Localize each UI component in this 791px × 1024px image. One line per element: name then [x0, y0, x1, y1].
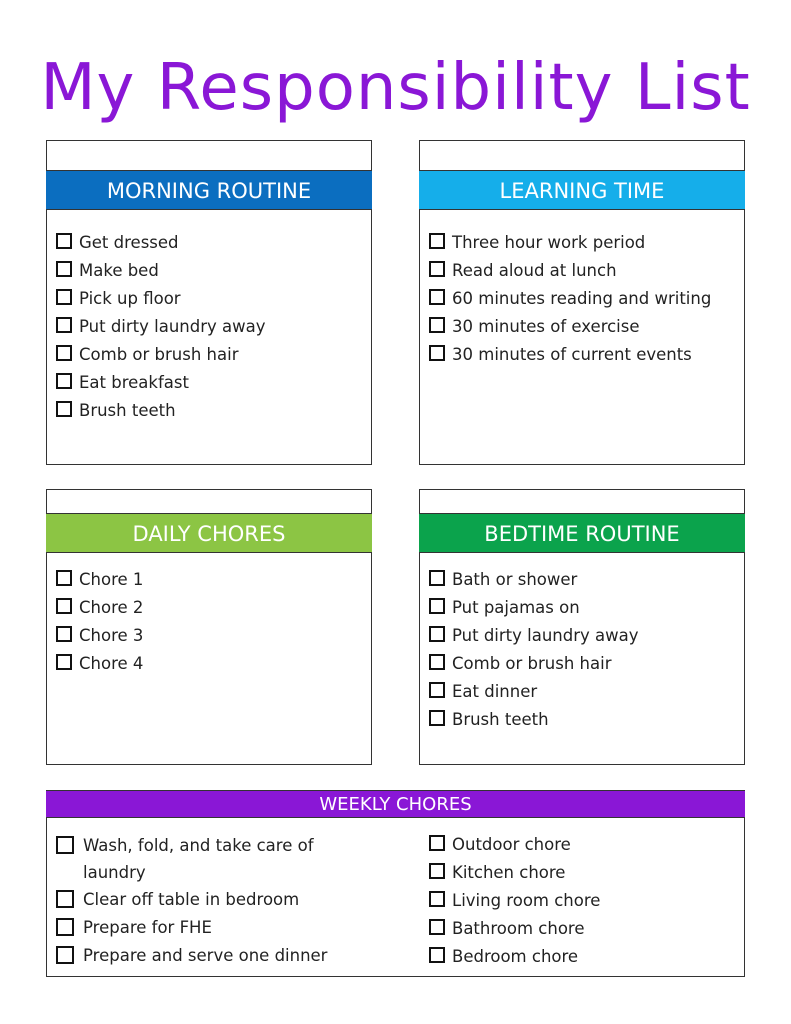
checkbox[interactable]	[56, 836, 74, 854]
item-label: Pick up floor	[79, 289, 181, 308]
checklist-item[interactable]	[428, 831, 600, 859]
morning-routine-card	[46, 140, 372, 465]
checkbox[interactable]	[56, 233, 72, 249]
checklist-item[interactable]	[428, 622, 639, 650]
checklist-item[interactable]	[428, 566, 639, 594]
checkbox[interactable]	[429, 835, 445, 851]
item-label: Chore 1	[79, 570, 144, 589]
item-label: Brush teeth	[452, 710, 549, 729]
checklist-item[interactable]	[428, 943, 600, 971]
checklist-item[interactable]	[55, 341, 266, 369]
checkbox[interactable]	[429, 598, 445, 614]
checklist-item[interactable]	[428, 285, 711, 313]
daily-chores-header: DAILY CHORES	[46, 513, 372, 553]
checklist-item[interactable]	[55, 886, 353, 914]
checkbox[interactable]	[56, 890, 74, 908]
checkbox[interactable]	[56, 946, 74, 964]
item-label: 30 minutes of exercise	[452, 317, 640, 336]
item-label: Three hour work period	[452, 233, 646, 252]
checkbox[interactable]	[56, 401, 72, 417]
checklist-item[interactable]	[55, 397, 266, 425]
learning-time-list	[428, 229, 711, 369]
checklist-item[interactable]	[428, 229, 711, 257]
checkbox[interactable]	[429, 233, 445, 249]
item-label: Chore 4	[79, 654, 144, 673]
item-label: Living room chore	[452, 891, 601, 910]
item-label: Chore 2	[79, 598, 144, 617]
item-label: Prepare and serve one dinner	[83, 946, 328, 965]
checkbox[interactable]	[429, 570, 445, 586]
checklist-item[interactable]	[55, 942, 353, 970]
item-label: Comb or brush hair	[79, 345, 239, 364]
checkbox[interactable]	[429, 345, 445, 361]
checkbox[interactable]	[429, 654, 445, 670]
checklist-item[interactable]	[55, 650, 143, 678]
item-label: Bedroom chore	[452, 947, 579, 966]
item-label: Put pajamas on	[452, 598, 580, 617]
checkbox[interactable]	[429, 626, 445, 642]
item-label: Wash, fold, and take care of laundry	[83, 836, 314, 882]
weekly-chores-right-list	[428, 831, 600, 971]
item-label: 60 minutes reading and writing	[452, 289, 712, 308]
bedtime-routine-header: BEDTIME ROUTINE	[419, 513, 745, 553]
item-label: Bath or shower	[452, 570, 578, 589]
item-label: Get dressed	[79, 233, 179, 252]
checklist-item[interactable]	[55, 229, 266, 257]
checklist-item[interactable]	[55, 566, 143, 594]
checklist-item[interactable]	[55, 257, 266, 285]
daily-chores-list	[55, 566, 143, 678]
checklist-item[interactable]	[428, 678, 639, 706]
checklist-item[interactable]	[428, 594, 639, 622]
item-label: Bathroom chore	[452, 919, 585, 938]
item-label: Put dirty laundry away	[79, 317, 266, 336]
checkbox[interactable]	[56, 654, 72, 670]
item-label: Read aloud at lunch	[452, 261, 617, 280]
item-label: 30 minutes of current events	[452, 345, 692, 364]
checkbox[interactable]	[429, 863, 445, 879]
checklist-item[interactable]	[55, 914, 353, 942]
checklist-item[interactable]	[428, 257, 711, 285]
checklist-item[interactable]	[428, 706, 639, 734]
bedtime-routine-list	[428, 566, 639, 734]
item-label: Eat dinner	[452, 682, 538, 701]
daily-chores-card	[46, 489, 372, 765]
bedtime-routine-card	[419, 489, 745, 765]
item-label: Brush teeth	[79, 401, 176, 420]
checkbox[interactable]	[429, 289, 445, 305]
item-label: Kitchen chore	[452, 863, 566, 882]
checklist-item[interactable]	[428, 313, 711, 341]
page-title: My Responsibility List	[40, 51, 751, 125]
checkbox[interactable]	[56, 317, 72, 333]
checkbox[interactable]	[429, 891, 445, 907]
checkbox[interactable]	[429, 710, 445, 726]
checkbox[interactable]	[429, 317, 445, 333]
checklist-item[interactable]	[55, 594, 143, 622]
checklist-item[interactable]	[55, 622, 143, 650]
checkbox[interactable]	[56, 918, 74, 936]
weekly-chores-card	[46, 790, 745, 977]
checkbox[interactable]	[429, 261, 445, 277]
checklist-item[interactable]	[55, 313, 266, 341]
item-label: Clear off table in bedroom	[83, 890, 300, 909]
weekly-chores-header: WEEKLY CHORES	[46, 790, 745, 818]
checkbox[interactable]	[429, 919, 445, 935]
weekly-chores-left-list	[55, 832, 353, 970]
checkbox[interactable]	[56, 261, 72, 277]
checkbox[interactable]	[429, 947, 445, 963]
checklist-item[interactable]	[428, 650, 639, 678]
checklist-item[interactable]	[55, 369, 266, 397]
checklist-item[interactable]	[428, 887, 600, 915]
checklist-item[interactable]	[428, 915, 600, 943]
item-label: Make bed	[79, 261, 159, 280]
learning-time-header: LEARNING TIME	[419, 170, 745, 210]
item-label: Comb or brush hair	[452, 654, 612, 673]
item-label: Chore 3	[79, 626, 144, 645]
learning-time-card	[419, 140, 745, 465]
item-label: Prepare for FHE	[83, 918, 212, 937]
checkbox[interactable]	[56, 289, 72, 305]
item-label: Outdoor chore	[452, 835, 571, 854]
checklist-item[interactable]	[55, 285, 266, 313]
item-label: Eat breakfast	[79, 373, 189, 392]
checkbox[interactable]	[56, 626, 72, 642]
checklist-item[interactable]	[55, 832, 353, 886]
checkbox[interactable]	[56, 598, 72, 614]
morning-routine-header: MORNING ROUTINE	[46, 170, 372, 210]
checklist-item[interactable]	[428, 859, 600, 887]
checklist-item[interactable]	[428, 341, 711, 369]
checkbox[interactable]	[56, 345, 72, 361]
morning-routine-list	[55, 229, 266, 425]
item-label: Put dirty laundry away	[452, 626, 639, 645]
checkbox[interactable]	[429, 682, 445, 698]
checkbox[interactable]	[56, 373, 72, 389]
checkbox[interactable]	[56, 570, 72, 586]
